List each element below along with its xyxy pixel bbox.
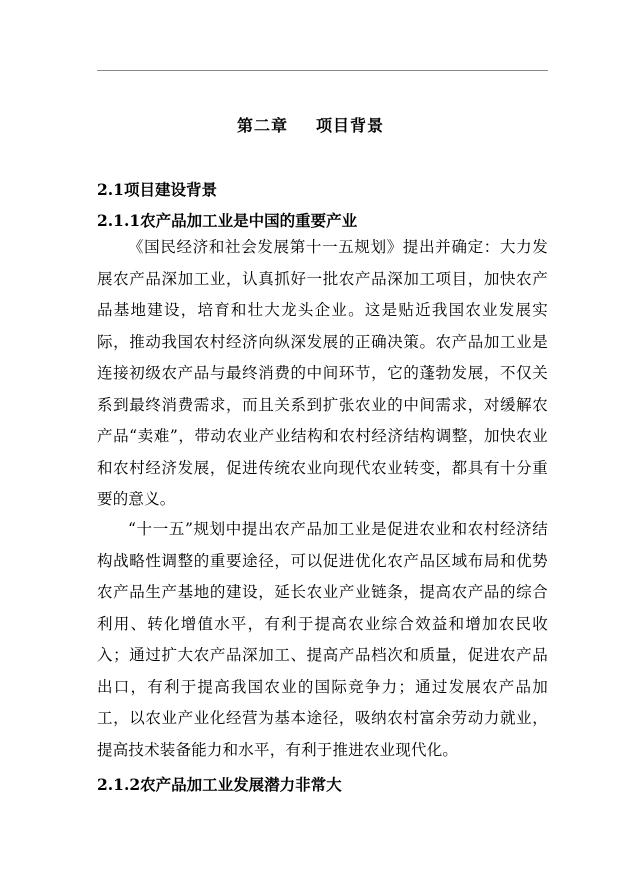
section-heading-2-1-2: 2.1.2农产品加工业发展潜力非常大 xyxy=(97,775,342,794)
section-heading-2-1-1: 2.1.1农产品加工业是中国的重要产业 xyxy=(97,211,358,230)
paragraph-2: “十一五”规划中提出农产品加工业是促进农业和农村经济结构战略性调整的重要途径，可以促进优化农产品区域布局和优势农产品生产基地的建设，延长农业产业链条，提高农产品的综合利用、转化增值水平，有利于提高农业综合效益和增加农民收入；通过扩大农产品深加工、提高产品档次和质量，促进农产品出口，有利于提高我国农业的国际竞争力；通过发展农产品加工，以农业产业化经营为基本途径，吸纳农村富余劳动力就业，提高技术装备能力和水平，有利于推进农业现代化。 xyxy=(97,520,548,759)
section-heading-2-1: 2.1项目建设背景 xyxy=(97,180,217,199)
chapter-name: 项目背景 xyxy=(316,116,385,135)
chapter-number: 第二章 xyxy=(236,116,288,135)
header-rule xyxy=(97,70,548,71)
paragraph-1: 《国民经济和社会发展第十一五规划》提出并确定：大力发展农产品深加工业，认真抓好一批农产品深加工项目，加快农产品基地建设，培育和壮大龙头企业。这是贴近我国农业发展实际，推动我国农村经济向纵深发展的正确决策。农产品加工业是连接初级农产品与最终消费的中间环节，它的蓬勃发展，不仅关系到最终消费需求，而且关系到扩张农业的中间需求，对缓解农产品“卖难”，带动农业产业结构和农村经济结构调整，加快农业和农村经济发展，促进传统农业向现代农业转变，都具有十分重要的意义。 xyxy=(97,238,548,508)
chapter-title xyxy=(0,116,621,136)
